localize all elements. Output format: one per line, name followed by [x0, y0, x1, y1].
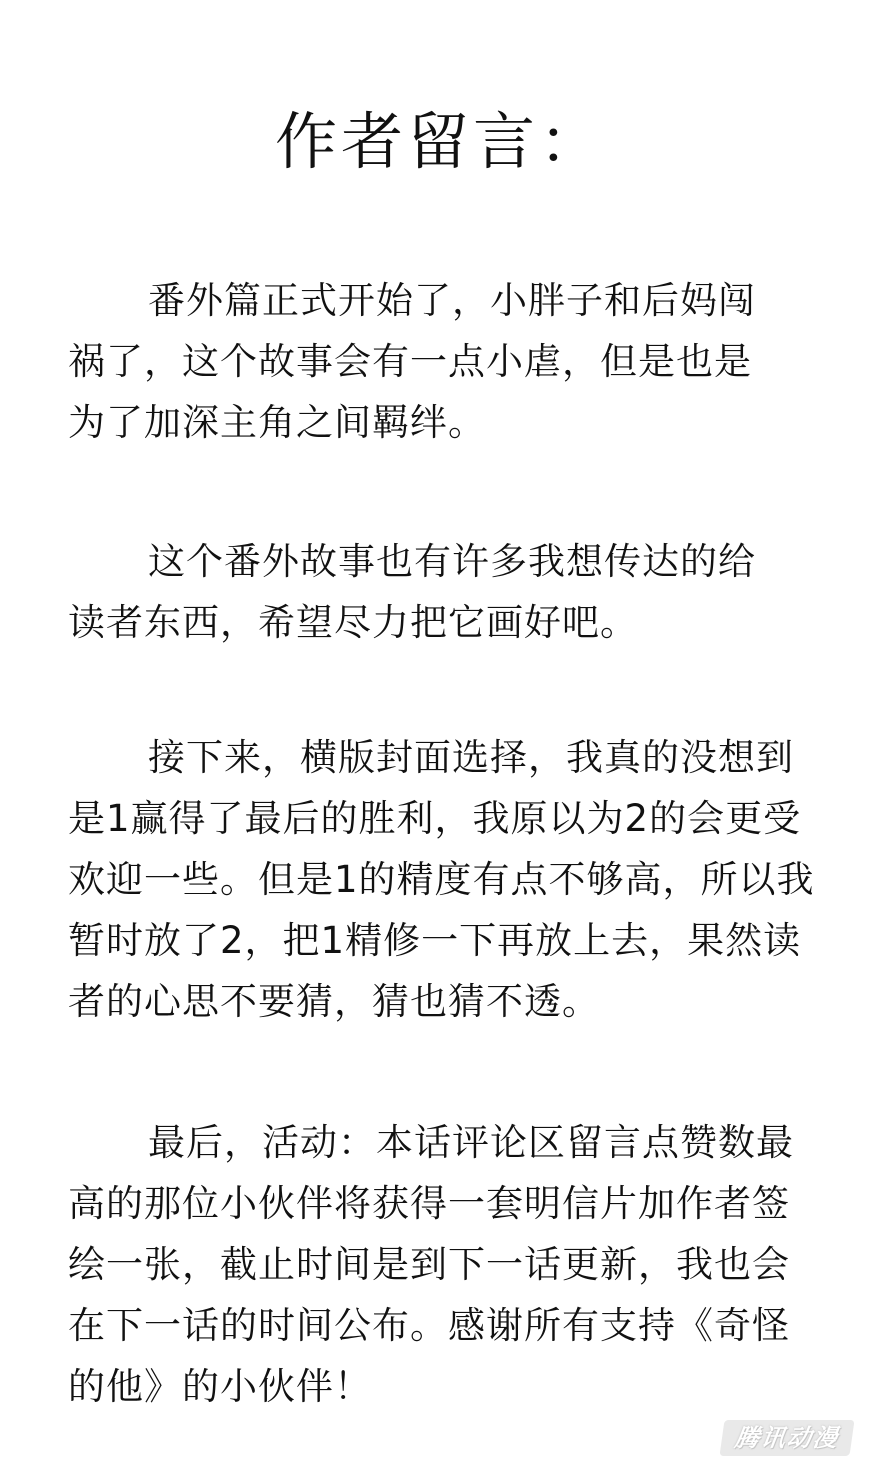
paragraph-line: 的他》的小伙伴！	[68, 1365, 372, 1408]
paragraph-line: 在下一话的时间公布。感谢所有支持《奇怪	[68, 1304, 790, 1347]
paragraph-line: 为了加深主角之间羁绊。	[68, 401, 486, 444]
paragraph-3	[68, 727, 848, 1032]
paragraph-line: 祸了，这个故事会有一点小虐，但是也是	[68, 340, 752, 383]
paragraph-line: 者的心思不要猜，猜也猜不透。	[68, 980, 600, 1023]
paragraph-line: 绘一张，截止时间是到下一话更新，我也会	[68, 1243, 790, 1286]
paragraph-2	[68, 531, 848, 653]
paragraph-line: 这个番外故事也有许多我想传达的给	[148, 540, 756, 583]
paragraph-line: 番外篇正式开始了，小胖子和后妈闯	[148, 279, 756, 322]
page-title: 作者留言：	[274, 105, 605, 178]
paragraph-line: 欢迎一些。但是1的精度有点不够高，所以我	[68, 858, 815, 901]
paragraph-1	[68, 270, 848, 453]
paragraph-line: 接下来，横版封面选择，我真的没想到	[148, 736, 794, 779]
paragraph-4	[68, 1112, 848, 1417]
paragraph-line: 最后，活动：本话评论区留言点赞数最	[148, 1121, 794, 1164]
paragraph-line: 暂时放了2，把1精修一下再放上去，果然读	[68, 919, 802, 962]
paragraph-line: 读者东西，希望尽力把它画好吧。	[68, 601, 638, 644]
paragraph-line: 是1赢得了最后的胜利，我原以为2的会更受	[68, 797, 802, 840]
paragraph-line: 高的那位小伙伴将获得一套明信片加作者签	[68, 1182, 790, 1225]
watermark-logo: 腾讯动漫	[719, 1420, 854, 1456]
